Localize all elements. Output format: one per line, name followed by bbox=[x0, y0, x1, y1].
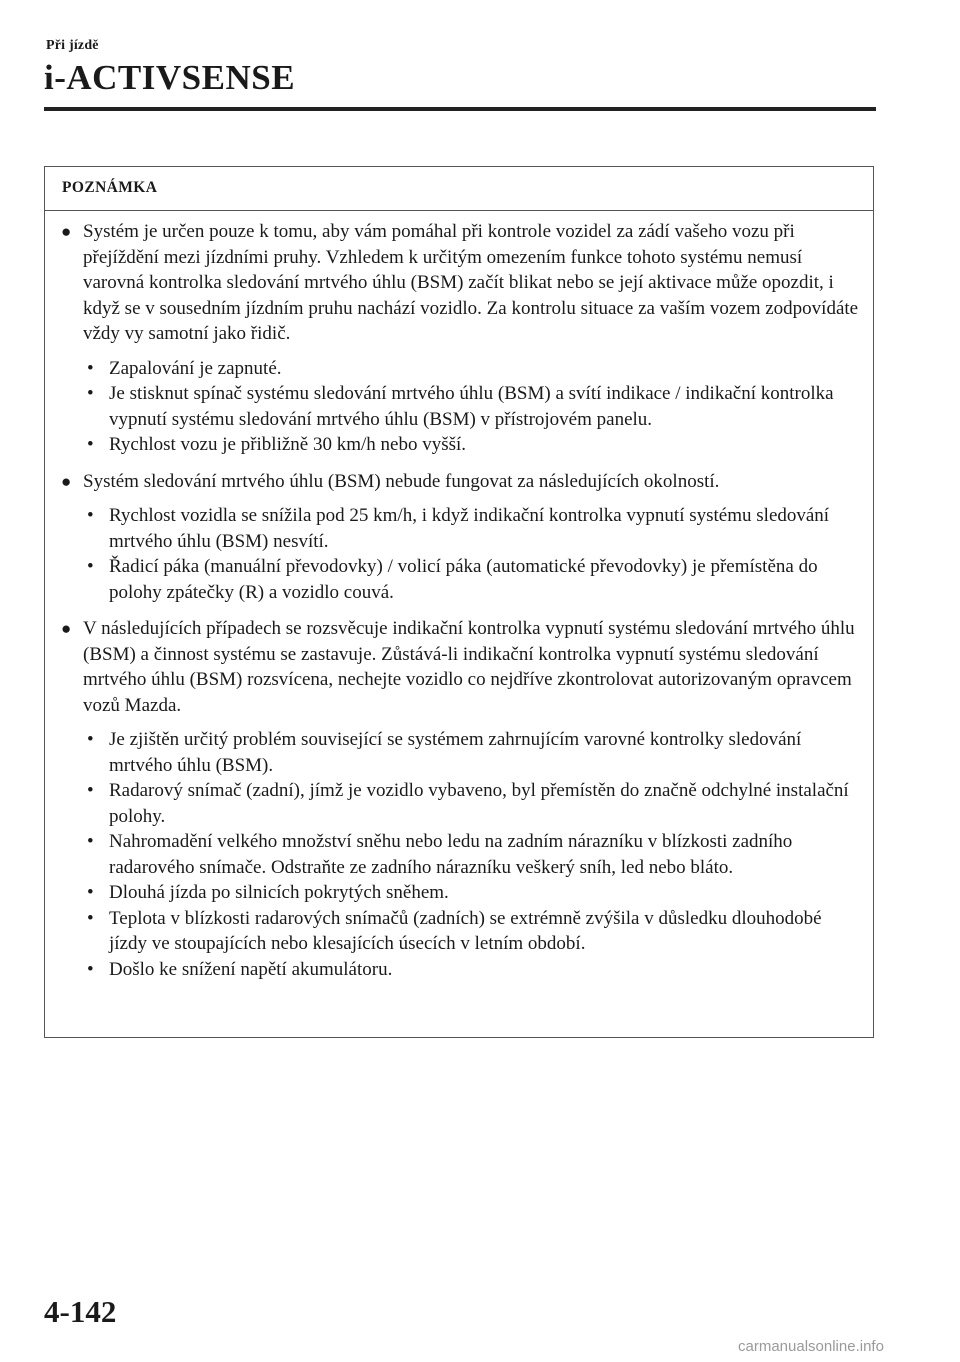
sub-item-text: Nahromadění velkého množství sněhu nebo ledu na zadním nárazníku v blízkosti zadního radarového snímače. Odstraňte ze zadního nárazníku veškerý sníh, led nebo bláto. bbox=[109, 831, 793, 878]
note-header: POZNÁMKA bbox=[45, 167, 873, 211]
sub-item-text: Radarový snímač (zadní), jímž je vozidlo vybaveno, byl přemístěn do značně odchylné instalační polohy. bbox=[109, 780, 849, 827]
note-item bbox=[61, 219, 861, 458]
note-item-text: V následujících případech se rozsvěcuje indikační kontrolka vypnutí systému sledování mrtvého úhlu (BSM) a činnost systému se zastavuje. Zůstává-li indikační kontrolka vypnutí systému sledování mrtvého úhlu (BSM) rozsvícena, nechejte vozidlo co nejdříve zkontrolovat autorizovaným opravcem vozů Mazda. bbox=[83, 618, 855, 716]
sub-bullet-icon: • bbox=[87, 780, 94, 801]
sub-item bbox=[83, 829, 861, 880]
watermark: carmanualsonline.info bbox=[738, 1338, 884, 1355]
sub-bullet-icon: • bbox=[87, 383, 94, 404]
sub-item-text: Je zjištěn určitý problém související se systémem zahrnujícím varovné kontrolky sledování mrtvého úhlu (BSM). bbox=[109, 729, 802, 776]
bullet-icon: ● bbox=[61, 619, 72, 638]
note-item bbox=[61, 616, 861, 982]
sub-bullet-icon: • bbox=[87, 434, 94, 455]
page-number: 4-142 bbox=[44, 1294, 117, 1329]
sub-item-text: Řadicí páka (manuální převodovky) / volicí páka (automatické převodovky) je přemístěna do polohy zpátečky (R) a vozidlo couvá. bbox=[109, 556, 818, 603]
sub-item bbox=[83, 503, 861, 554]
sub-item bbox=[83, 957, 861, 983]
sub-list bbox=[83, 503, 861, 605]
sub-item-text: Teplota v blízkosti radarových snímačů (zadních) se extrémně zvýšila v důsledku dlouhodobé jízdy ve stoupajících nebo klesajících úsecích v letním období. bbox=[109, 907, 822, 954]
sub-item bbox=[83, 381, 861, 432]
sub-item-text: Je stisknut spínač systému sledování mrtvého úhlu (BSM) a svítí indikace / indikační kontrolka vypnutí systému sledování mrtvého úhlu (BSM) v přístrojovém panelu. bbox=[109, 383, 834, 430]
sub-item bbox=[83, 554, 861, 605]
sub-bullet-icon: • bbox=[87, 907, 94, 929]
sub-item bbox=[83, 778, 861, 829]
note-box bbox=[44, 166, 874, 1038]
sub-bullet-icon: • bbox=[87, 729, 94, 750]
sub-bullet-icon: • bbox=[87, 357, 94, 379]
chapter-title: i-ACTIVSENSE bbox=[44, 58, 296, 97]
sub-bullet-icon: • bbox=[87, 505, 94, 526]
note-item-text: Systém sledování mrtvého úhlu (BSM) nebude fungovat za následujících okolností. bbox=[83, 470, 720, 492]
sub-bullet-icon: • bbox=[87, 556, 94, 577]
section-label: Při jízdě bbox=[46, 38, 99, 53]
sub-item bbox=[83, 880, 861, 906]
sub-bullet-icon: • bbox=[87, 831, 94, 852]
sub-item bbox=[83, 906, 861, 957]
sub-item-text: Rychlost vozidla se snížila pod 25 km/h, i když indikační kontrolka vypnutí systému sledování mrtvého úhlu (BSM) nesvítí. bbox=[109, 505, 830, 552]
sub-item-text: Zapalování je zapnuté. bbox=[109, 357, 282, 379]
bullet-icon: ● bbox=[61, 222, 72, 241]
sub-item-text: Došlo ke snížení napětí akumulátoru. bbox=[109, 958, 393, 980]
note-item bbox=[61, 469, 861, 606]
sub-bullet-icon: • bbox=[87, 882, 94, 903]
note-item-text: Systém je určen pouze k tomu, aby vám pomáhal při kontrole vozidel za zádí vašeho vozu při přejíždění mezi jízdními pruhy. Vzhledem k určitým omezením funkce tohoto systému nemusí varovná kontrolka sledování mrtvého úhlu (BSM) začít blikat nebo se její aktivace může opozdit, i když se v sousedním jízdním pruhu nachází vozidlo. Za kontrolu situace za vaším vozem zodpovídáte vždy vy samotní jako řidič. bbox=[83, 221, 859, 344]
sub-list bbox=[83, 356, 861, 458]
sub-item-text: Rychlost vozu je přibližně 30 km/h nebo vyšší. bbox=[109, 434, 467, 455]
sub-list bbox=[83, 727, 861, 982]
bullet-icon: ● bbox=[61, 471, 72, 491]
note-body bbox=[45, 211, 873, 982]
sub-item-text: Dlouhá jízda po silnicích pokrytých sněhem. bbox=[109, 882, 449, 903]
sub-item bbox=[83, 727, 861, 778]
sub-item bbox=[83, 432, 861, 458]
sub-bullet-icon: • bbox=[87, 958, 94, 980]
sub-item bbox=[83, 356, 861, 382]
title-rule bbox=[44, 107, 876, 111]
